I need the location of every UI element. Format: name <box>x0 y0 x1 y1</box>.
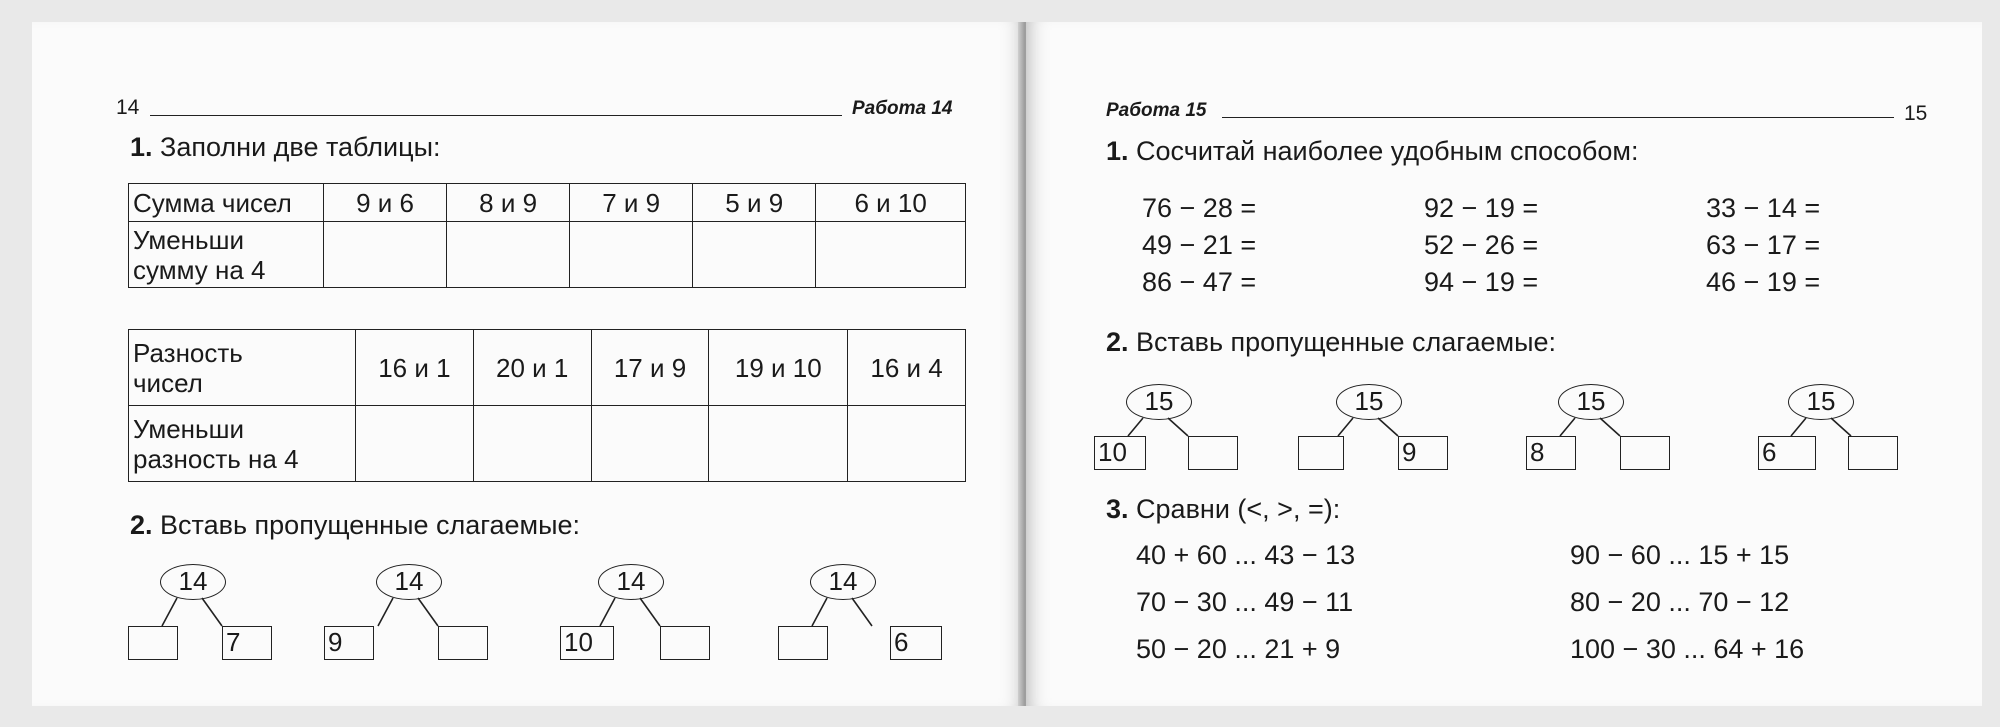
answer-cell[interactable] <box>591 406 709 482</box>
page-number-right: 15 <box>1904 102 1928 125</box>
total-oval: 15 <box>1126 384 1192 420</box>
task-number: 3. <box>1106 494 1129 524</box>
compare-expression: 50 − 20 ... 21 + 9 <box>1136 634 1341 664</box>
calc-expression: 94 − 19 = <box>1424 267 1539 297</box>
calc-expression: 76 − 28 = <box>1142 193 1257 223</box>
row-label-line: разность на 4 <box>133 443 299 474</box>
number-split <box>1736 370 1936 480</box>
compare-expression: 40 + 60 ... 43 − 13 <box>1136 540 1356 570</box>
sum-cell: 9 и 6 <box>324 184 447 222</box>
answer-cell[interactable] <box>848 406 966 482</box>
addend-box[interactable]: 8 <box>1526 436 1576 470</box>
header-rule-left <box>150 115 842 116</box>
addend-box[interactable] <box>128 626 178 660</box>
total-oval: 15 <box>1558 384 1624 420</box>
sum-cell: 7 и 9 <box>570 184 693 222</box>
answer-cell[interactable] <box>570 222 693 288</box>
work-title-right: Работа 15 <box>1106 100 1207 121</box>
addend-box[interactable]: 9 <box>324 626 374 660</box>
row-label-line: Уменьши <box>133 224 244 255</box>
task-number: 2. <box>1106 327 1129 357</box>
difference-cell: 20 и 1 <box>473 330 591 406</box>
calc-column <box>1706 190 1820 301</box>
compare-expression: 100 − 30 ... 64 + 16 <box>1570 634 1805 664</box>
task-text: Сравни (<, >, =): <box>1136 494 1341 524</box>
total-oval: 15 <box>1788 384 1854 420</box>
calc-expression: 63 − 17 = <box>1706 230 1821 260</box>
task-text: Вставь пропущенные слагаемые: <box>1136 327 1557 357</box>
number-split <box>772 550 972 660</box>
difference-table-row-label <box>129 406 356 482</box>
number-split <box>328 550 498 660</box>
left-page <box>32 22 1024 706</box>
addend-box[interactable] <box>1848 436 1898 470</box>
answer-cell[interactable] <box>693 222 816 288</box>
addend-box[interactable]: 6 <box>1758 436 1816 470</box>
right-page <box>1026 22 1982 706</box>
calc-column <box>1142 190 1256 301</box>
answer-cell[interactable] <box>709 406 848 482</box>
difference-cell: 16 и 1 <box>356 330 474 406</box>
addend-box[interactable] <box>778 626 828 660</box>
work-title-left: Работа 14 <box>852 98 953 119</box>
answer-cell[interactable] <box>816 222 966 288</box>
compare-expression: 90 − 60 ... 15 + 15 <box>1570 540 1790 570</box>
calc-expression: 86 − 47 = <box>1142 267 1257 297</box>
calc-expression: 92 − 19 = <box>1424 193 1539 223</box>
task-text: Сосчитай наиболее удобным способом: <box>1136 136 1639 166</box>
number-split <box>1088 370 1238 480</box>
answer-cell[interactable] <box>324 222 447 288</box>
row-label-line: Разность <box>133 337 243 368</box>
addend-box[interactable] <box>1620 436 1670 470</box>
compare-column-left <box>1136 532 1355 673</box>
sum-table-header: Сумма чисел <box>129 184 324 222</box>
compare-expression: 70 − 30 ... 49 − 11 <box>1136 587 1354 617</box>
addend-box[interactable] <box>1298 436 1344 470</box>
page-number-left: 14 <box>116 96 140 119</box>
total-oval: 15 <box>1336 384 1402 420</box>
addend-box[interactable] <box>1188 436 1238 470</box>
row-label-line: чисел <box>133 367 203 398</box>
calc-expression: 52 − 26 = <box>1424 230 1539 260</box>
row-label-line: Уменьши <box>133 413 244 444</box>
difference-cell: 17 и 9 <box>591 330 709 406</box>
calc-column <box>1424 190 1538 301</box>
right-task3-heading <box>1106 494 1340 525</box>
calc-expression: 33 − 14 = <box>1706 193 1821 223</box>
sum-cell: 6 и 10 <box>816 184 966 222</box>
difference-table-header <box>129 330 356 406</box>
addend-box[interactable] <box>438 626 488 660</box>
difference-cell: 19 и 10 <box>709 330 848 406</box>
task-number: 1. <box>1106 136 1129 166</box>
answer-cell[interactable] <box>473 406 591 482</box>
sum-table-row-label <box>129 222 324 288</box>
row-label-line: сумму на 4 <box>133 254 266 285</box>
left-task2-heading <box>130 510 580 541</box>
answer-cell[interactable] <box>447 222 570 288</box>
task-text: Заполни две таблицы: <box>160 132 441 162</box>
right-task1-heading <box>1106 136 1638 167</box>
compare-column-right <box>1570 532 1804 673</box>
number-split <box>1298 370 1448 480</box>
right-task2-heading <box>1106 327 1556 358</box>
number-split <box>560 550 720 660</box>
task-text: Вставь пропущенные слагаемые: <box>160 510 581 540</box>
number-split <box>1520 370 1670 480</box>
answer-cell[interactable] <box>356 406 474 482</box>
calc-expression: 49 − 21 = <box>1142 230 1257 260</box>
sum-table <box>128 183 966 288</box>
left-task1-heading <box>130 132 441 163</box>
header-rule-right <box>1222 117 1894 118</box>
addend-box[interactable]: 9 <box>1398 436 1448 470</box>
compare-expression: 80 − 20 ... 70 − 12 <box>1570 587 1790 617</box>
total-oval: 14 <box>810 564 876 600</box>
addend-box[interactable]: 10 <box>1094 436 1146 470</box>
number-split <box>122 550 282 660</box>
addend-box[interactable]: 10 <box>560 626 614 660</box>
sum-cell: 8 и 9 <box>447 184 570 222</box>
sum-cell: 5 и 9 <box>693 184 816 222</box>
addend-box[interactable]: 7 <box>222 626 272 660</box>
total-oval: 14 <box>376 564 442 600</box>
total-oval: 14 <box>160 564 226 600</box>
calc-expression: 46 − 19 = <box>1706 267 1821 297</box>
difference-cell: 16 и 4 <box>848 330 966 406</box>
total-oval: 14 <box>598 564 664 600</box>
difference-table <box>128 329 966 482</box>
task-number: 1. <box>130 132 153 162</box>
addend-box[interactable] <box>660 626 710 660</box>
task-number: 2. <box>130 510 153 540</box>
addend-box[interactable]: 6 <box>890 626 942 660</box>
